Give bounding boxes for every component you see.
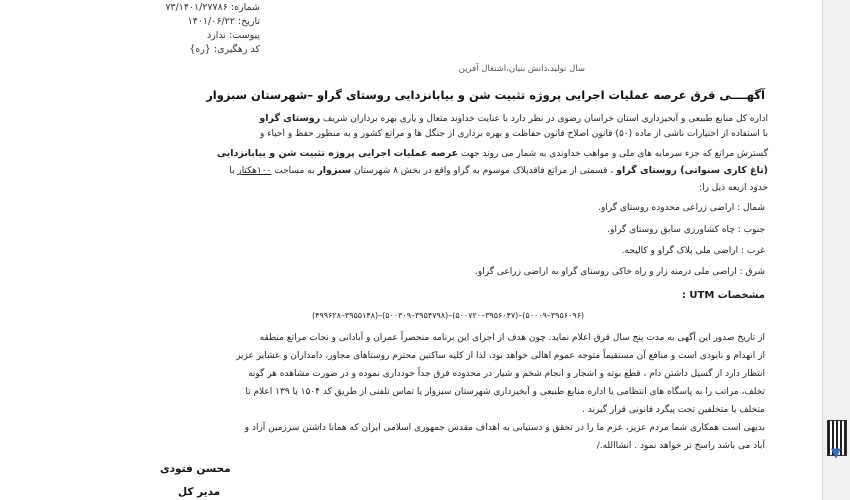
letter-tracking [189,44,260,55]
utm-coordinates: (۴۹۹۶۲۸–۳۹۵۵۱۴۸)–(۵۰۰۳۰۹–۳۹۵۴۷۹۸)–(۵۰۰۷۲۰–۳۹۵۶۰۴۷)–(۵۰۰۰۹–۳۹۵۶۰۹۶) [312,311,585,320]
body-line-2: از انهدام و نابودی است و منافع آن مستقیماً متوجه عموم اهالی خواهد بود، لذا از کلیه ساکنین محترم روستاهای مجاور، دامداران و عشایر عزیز [236,351,765,361]
intro-line-4 [229,162,768,180]
boundary-south: جنوب : چاه کشاورزی سابق روستای گراو. [607,225,765,235]
intro-county-name: سبزوار [317,165,352,176]
letter-date [188,16,260,27]
intro-line-4-text: ، قسمتی از مراتع فاقدپلاک موسوم به گراو واقع در بخش ۸ شهرستان [353,166,614,176]
intro-line-2: با استفاده از اختیارات ناشی از ماده (۵۰) قانون اصلاح قانون حفاظت و بهره برداری از جنگل ها و مراتع کشور و به منظور حفظ و احیاء و [260,129,768,139]
intro-line-5: حدود اربعه ذیل را: [699,183,768,193]
intro-project-village: (تاغ کاری سنواتی) روستای گراو [616,165,768,176]
boundary-east: شرق : اراضی ملی درمنه زار و راه خاکی روستای گراو به اراضی زراعی گراو. [475,267,765,277]
scroll-down-icon[interactable]: ▼ [831,446,841,461]
intro-line-4-end: با [229,166,235,176]
body-line-1: از تاریخ صدور این آگهی به مدت پنج سال قرق اعلام نماید. چون هدف از اجرای این برنامه منحصراً عمران و آبادانی و نجات مراتع منطقه [259,333,765,343]
letter-number [165,2,260,13]
intro-line-3-text: گسترش مراتع که جزء سرمایه های ملی و مواهب خداوندی به شمار می روند جهت [461,149,768,159]
intro-line-3 [217,145,768,163]
body-line-4: تخلف، مراتب را به پاسگاه های انتظامی یا اداره منابع طبیعی و آبخیزداری شهرستان سبزوار یا تماس تلفنی از طریق کد ۱۵۰۴ یا ۱۳۹ اعلام تا [245,387,765,397]
intro-village-name: روستای گراو [259,113,321,124]
body-line-3: انتظار دارد از گسیل داشتن دام ، قطع بوته و اشجار و انجام شخم و شیار در محدوده قرق جداً خودداری نموده و در صورت مشاهده هر گونه [248,369,765,379]
intro-project-name: عرصه عملیات اجرایی پروژه تثبیت شن و بیابانزدایی [217,148,459,159]
letter-number-label: شماره: [230,2,260,13]
letter-date-label: تاریخ: [237,16,260,27]
intro-line-1-text: اداره کل منابع طبیعی و آبخیزداری استان خراسان رضوی در نظر دارد با عنایت خداوند متعال و یاری بهره برداران شریف [323,114,768,124]
letter-tracking-value: {ره} [189,44,211,55]
letter-number-value: ۷۳/۱۴۰۱/۲۷۷۸۶ [165,2,228,13]
body-line-6: بدیهی است همکاری شما مردم عزیز، عزم ما را در تحقق و دستیابی به اهداف مقدس جمهوری اسلامی ایران که همانا داشتن سرزمین آزاد و [244,423,765,433]
boundary-north: شمال : اراضی زراعی محدوده روستای گراو. [598,203,765,213]
intro-area-value: ۱۰۰هکتار [237,166,272,176]
signatory-name: محسن فتودی [160,463,231,475]
letter-date-value: ۱۴۰۱/۰۶/۲۲ [187,16,235,27]
boundary-west: غرب : اراضی ملی پلاک گراو و کالیجه. [621,246,765,256]
letter-attachment [207,30,260,41]
utm-heading: مشخصات UTM : [681,290,765,301]
signatory-role: مدیر کل [178,486,221,498]
body-line-7: آباد می باشد راسخ تر خواهد نمود . انشاالله./ [596,441,765,451]
letter-attachment-value: ندارد [206,30,227,41]
intro-area-label: به مساحت [274,166,315,176]
announcement-title: آگهــــی قرق عرصه عملیات اجرایی پروژه تثبیت شن و بیابانزدایی روستای گراو –شهرستان سبزوار [206,88,765,102]
body-line-5: متخلف یا متخلفین تحت پیگرد قانونی قرار گیرند . [582,405,765,415]
year-slogan: سال تولید،دانش بنیان،اشتغال آفرین [458,64,585,74]
letter-tracking-label: کد رهگیری: [213,44,260,55]
letter-attachment-label: پیوست: [229,30,260,41]
